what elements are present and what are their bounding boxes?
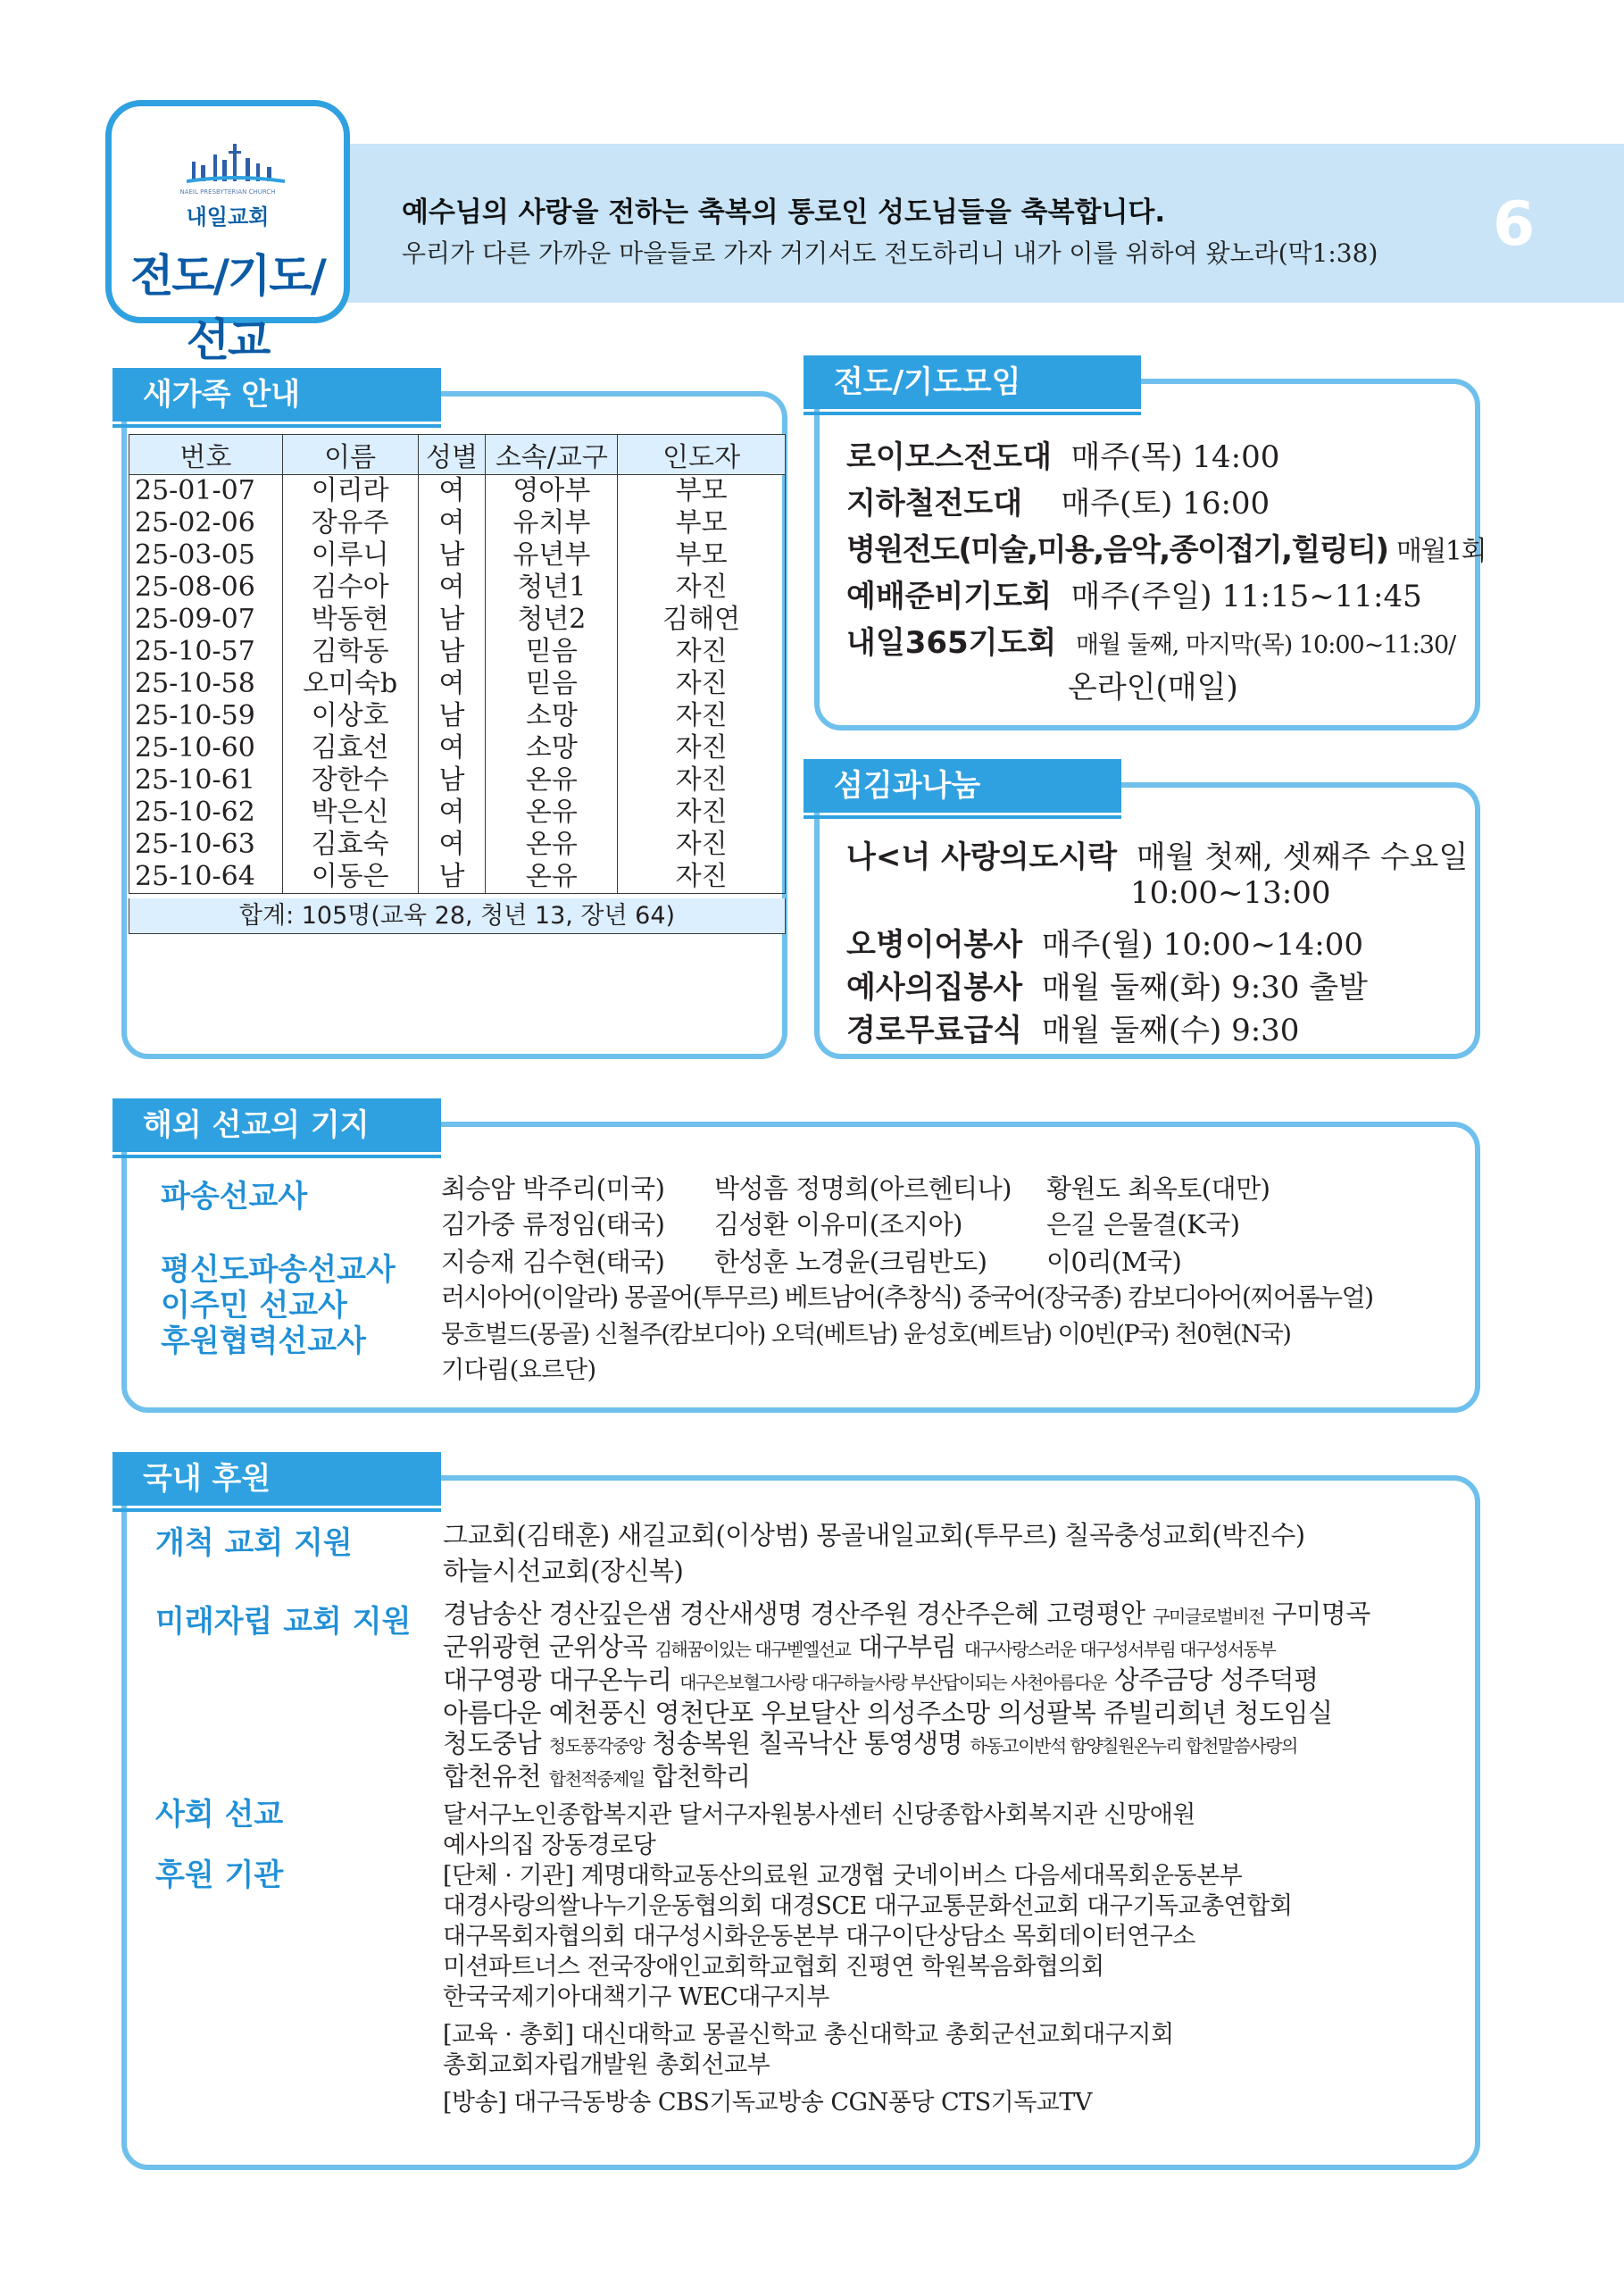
meeting-time: 매주(토) 16:00 <box>1061 486 1270 522</box>
table-cell: 김수아 <box>282 572 418 604</box>
sharing-item <box>846 963 1368 1006</box>
table-cell: 이루니 <box>282 539 418 572</box>
dispatched-label: 파송선교사 <box>161 1179 308 1215</box>
org-group <box>443 1861 1292 2013</box>
missionary-name: 은길 은물결(K국) <box>1046 1209 1240 1240</box>
table-header-row <box>129 435 786 475</box>
lay-missionary-label: 평신도파송선교사 <box>161 1252 396 1288</box>
table-row <box>129 572 786 604</box>
table-cell: 이동은 <box>282 861 418 894</box>
church-name: 구미글로벌비전 <box>1153 1606 1264 1627</box>
table-cell: 믿음 <box>486 636 618 668</box>
migrant-label: 이주민 선교사 <box>161 1288 347 1323</box>
table-cell: 장유주 <box>282 507 418 539</box>
future-label: 미래자립 교회 지원 <box>155 1604 412 1640</box>
table-cell: 자진 <box>618 572 786 604</box>
sharing-item <box>846 832 1468 876</box>
table-cell: 여 <box>418 475 486 508</box>
future-church-line <box>443 1665 1370 1698</box>
table-cell: 여 <box>418 572 486 604</box>
meeting-name: 지하철전도대 <box>846 486 1023 522</box>
org-line: 대경사랑의쌀나누기운동협의회 대경SCE 대구교통문화선교회 대구기독교총연합회 <box>443 1892 1293 1920</box>
meeting-time: 매주(주일) 11:15~11:45 <box>1070 579 1422 614</box>
table-cell: 박동현 <box>282 604 418 636</box>
table-row <box>129 861 786 894</box>
table-cell: 자진 <box>618 668 786 700</box>
table-cell: 소망 <box>486 732 618 764</box>
org-label: 후원 기관 <box>155 1857 284 1893</box>
support-label: 후원협력선교사 <box>161 1323 366 1359</box>
org-line: 총회교회자립개발원 총회선교부 <box>443 2051 770 2079</box>
table-row <box>129 507 786 539</box>
meeting-name: 로이모스전도대 <box>846 439 1052 475</box>
meeting-item <box>846 618 1455 662</box>
meeting-item <box>846 432 1279 476</box>
table-cell: 25-10-63 <box>129 829 283 861</box>
pioneer-label: 개척 교회 지원 <box>155 1525 353 1561</box>
missionary-name: 지승재 김수현(태국) <box>441 1247 665 1277</box>
logo-name: 내일교회 <box>186 205 270 230</box>
meeting-name: 예배준비기도회 <box>846 579 1052 614</box>
table-cell: 남 <box>418 604 486 636</box>
table-cell: 청년2 <box>486 604 618 636</box>
church-name: 청도풍각중앙 <box>548 1735 645 1757</box>
table-row <box>129 797 786 829</box>
org-group <box>443 2088 1292 2118</box>
table-row <box>129 700 786 732</box>
col-header: 성별 <box>418 435 486 475</box>
church-name: 대구영광 대구온누리 <box>443 1665 680 1695</box>
table-cell: 남 <box>418 764 486 797</box>
table-cell: 박은신 <box>282 797 418 829</box>
sharing-name: 나<너 사랑의도시락 <box>846 839 1118 875</box>
table-cell: 남 <box>418 700 486 732</box>
table-cell: 영아부 <box>486 475 618 508</box>
missionary-name: 황원도 최옥토(대만) <box>1046 1173 1270 1204</box>
migrant-missionaries: 러시아어(이알라) 몽골어(투무르) 베트남어(추창식) 중국어(장국종) 캄보디아어(찌어롬누얼) <box>441 1282 1373 1312</box>
table-cell: 25-10-61 <box>129 764 283 797</box>
table-cell: 부모 <box>618 507 786 539</box>
table-cell: 김해연 <box>618 604 786 636</box>
page-number: 6 <box>1493 189 1536 260</box>
org-line: 미션파트너스 전국장애인교회학교협회 진평연 학원복음화협의회 <box>443 1953 1104 1981</box>
table-cell: 유년부 <box>486 539 618 572</box>
missionary-name: 한성훈 노경윤(크림반도) <box>714 1247 987 1277</box>
church-name: 아름다운 예천풍신 영천단포 우보달산 의성주소망 의성팔복 쥬빌리희년 청도임실 <box>443 1698 1333 1728</box>
org-line: [교육 · 총회] 대신대학교 몽골신학교 총신대학교 총회군선교회대구지회 <box>443 2021 1174 2049</box>
headline: 예수님의 사랑을 전하는 축복의 통로인 성도님들을 축복합니다. <box>402 196 1166 229</box>
pioneer-churches: 하늘시선교회(장신복) <box>443 1556 684 1586</box>
table-cell: 남 <box>418 539 486 572</box>
org-line: [단체 · 기관] 계명대학교동산의료원 교갱협 굿네이버스 다음세대목회운동본부 <box>443 1862 1243 1890</box>
table-cell: 청년1 <box>486 572 618 604</box>
sharing-item <box>846 1006 1299 1049</box>
church-name: 합천유천 <box>443 1761 549 1791</box>
table-cell: 자진 <box>618 829 786 861</box>
overseas-tab: 해외 선교의 기지 <box>112 1098 441 1152</box>
table-cell: 온유 <box>486 861 618 894</box>
sharing-time: 매월 첫째, 셋째주 수요일 <box>1136 839 1469 875</box>
table-row <box>129 764 786 797</box>
section-title: 전도/기도/선교 <box>130 250 325 366</box>
meeting-item <box>846 479 1270 522</box>
logo-box <box>105 100 350 366</box>
table-cell: 김학동 <box>282 636 418 668</box>
church-name: 군위광현 군위상곡 <box>443 1632 655 1662</box>
domestic-tab: 국내 후원 <box>112 1452 441 1506</box>
sharing-tab: 섬김과나눔 <box>804 759 1121 813</box>
meeting-name: 내일365기도회 <box>846 625 1057 661</box>
table-cell: 자진 <box>618 764 786 797</box>
new-family-table <box>129 434 786 894</box>
meeting-item <box>846 572 1422 615</box>
sharing-time: 매월 둘째(화) 9:30 출발 <box>1041 970 1368 1006</box>
church-name: 하동고이반석 함양칠원온누리 합천말씀사랑의 <box>970 1735 1297 1757</box>
church-name: 합천학리 <box>644 1761 751 1791</box>
future-church-line <box>443 1632 1370 1665</box>
logo-tagline: NAEIL PRESBYTERIAN CHURCH <box>179 188 276 196</box>
org-line: [방송] 대구극동방송 CBS기독교방송 CGN퐁당 CTS기독교TV <box>443 2089 1092 2116</box>
table-cell: 자진 <box>618 700 786 732</box>
missionary-name: 김가중 류정임(태국) <box>441 1209 665 1240</box>
table-cell: 자진 <box>618 861 786 894</box>
table-cell: 25-03-05 <box>129 539 283 572</box>
prayer-meetings-tab: 전도/기도모임 <box>804 355 1141 409</box>
sharing-name: 경로무료급식 <box>846 1013 1023 1048</box>
table-cell: 25-08-06 <box>129 572 283 604</box>
table-cell: 25-02-06 <box>129 507 283 539</box>
table-cell: 이리라 <box>282 475 418 508</box>
church-name: 대구사랑스러운 대구성서부림 대구성서동부 <box>963 1639 1276 1660</box>
church-skyline-icon <box>187 142 285 187</box>
col-header: 이름 <box>282 435 418 475</box>
sharing-time: 매주(월) 10:00~14:00 <box>1041 927 1364 963</box>
support-missionaries: 뭉흐벌드(몽골) 신철주(캄보디아) 오덕(베트남) 윤성호(베트남) 이0빈(P국) 천0현(N국) <box>441 1321 1291 1348</box>
table-cell: 25-01-07 <box>129 475 283 508</box>
social-mission: 달서구노인종합복지관 달서구자원봉사센터 신당종합사회복지관 신망애원 <box>443 1801 1195 1829</box>
table-row <box>129 604 786 636</box>
meeting-time: 매월 둘째, 마지막(목) 10:00~11:30/ <box>1075 631 1456 659</box>
table-cell: 부모 <box>618 475 786 508</box>
table-cell: 오미숙b <box>282 668 418 700</box>
table-cell: 25-10-59 <box>129 700 283 732</box>
missionary-name: 김성환 이유미(조지아) <box>714 1209 962 1240</box>
meeting-item <box>846 525 1486 569</box>
sharing-name: 오병이어봉사 <box>846 927 1023 963</box>
support-organizations <box>443 1861 1292 2125</box>
table-cell: 남 <box>418 636 486 668</box>
church-name: 김해꿈이있는 대구벧엘선교 <box>654 1639 851 1660</box>
pioneer-churches: 그교회(김태훈) 새길교회(이상범) 몽골내일교회(투무르) 칠곡충성교회(박진수) <box>443 1520 1305 1550</box>
church-name: 청도중남 <box>443 1728 549 1758</box>
org-line: 대구목회자협의회 대구성시화운동본부 대구이단상담소 목회데이터연구소 <box>443 1923 1195 1950</box>
table-cell: 여 <box>418 732 486 764</box>
missionary-name: 이0리(M국) <box>1046 1247 1182 1277</box>
sharing-time: 매월 둘째(수) 9:30 <box>1041 1013 1300 1048</box>
church-name: 상주금당 성주덕평 <box>1105 1665 1319 1695</box>
table-cell: 25-10-60 <box>129 732 283 764</box>
meeting-time: 매월1회 <box>1395 536 1486 567</box>
col-header: 소속/교구 <box>486 435 618 475</box>
future-churches <box>443 1599 1370 1794</box>
table-cell: 25-10-58 <box>129 668 283 700</box>
church-name: 청송복원 칠곡낙산 통영생명 <box>644 1728 970 1758</box>
social-label: 사회 선교 <box>155 1797 284 1832</box>
meeting-name: 병원전도(미술,미용,음악,종이접기,힐링티) <box>846 532 1388 568</box>
table-cell: 25-10-62 <box>129 797 283 829</box>
sharing-time-cont: 10:00~13:00 <box>1130 875 1331 911</box>
future-church-line <box>443 1728 1370 1761</box>
bible-verse: 우리가 다른 가까운 마을들로 가자 거기서도 전도하리니 내가 이를 위하여 왔노라(막1:38) <box>402 238 1378 268</box>
table-cell: 장한수 <box>282 764 418 797</box>
table-cell: 소망 <box>486 700 618 732</box>
table-cell: 25-09-07 <box>129 604 283 636</box>
church-name: 대구은보혈그사랑 대구하늘사랑 부산답이되는 사천아름다운 <box>679 1672 1106 1693</box>
table-cell: 자진 <box>618 636 786 668</box>
new-family-tab: 새가족 안내 <box>112 368 441 422</box>
church-name: 구미명곡 <box>1263 1599 1370 1629</box>
table-cell: 25-10-57 <box>129 636 283 668</box>
table-cell: 믿음 <box>486 668 618 700</box>
new-family-total: 합계: 105명(교육 28, 청년 13, 장년 64) <box>129 898 786 934</box>
table-cell: 김효선 <box>282 732 418 764</box>
table-row <box>129 636 786 668</box>
table-cell: 여 <box>418 668 486 700</box>
table-cell: 여 <box>418 507 486 539</box>
church-name: 합천적중제일 <box>548 1768 645 1790</box>
support-missionaries: 기다림(요르단) <box>441 1357 596 1384</box>
table-row <box>129 539 786 572</box>
table-cell: 여 <box>418 797 486 829</box>
table-cell: 이상호 <box>282 700 418 732</box>
table-cell: 25-10-64 <box>129 861 283 894</box>
table-row <box>129 475 786 508</box>
sharing-item <box>846 920 1363 964</box>
org-group <box>443 2020 1292 2081</box>
future-church-line <box>443 1698 1370 1728</box>
church-name: 경남송산 경산깊은샘 경산새생명 경산주원 경산주은혜 고령평안 <box>443 1599 1153 1629</box>
sharing-name: 예사의집봉사 <box>846 970 1023 1006</box>
table-cell: 유치부 <box>486 507 618 539</box>
col-header: 번호 <box>129 435 283 475</box>
table-row <box>129 829 786 861</box>
church-name: 대구부림 <box>850 1632 964 1662</box>
table-cell: 자진 <box>618 732 786 764</box>
table-cell: 온유 <box>486 829 618 861</box>
social-mission: 예사의집 장동경로당 <box>443 1832 656 1859</box>
table-cell: 여 <box>418 829 486 861</box>
missionary-name: 최승암 박주리(미국) <box>441 1173 665 1204</box>
table-cell: 부모 <box>618 539 786 572</box>
table-cell: 남 <box>418 861 486 894</box>
col-header: 인도자 <box>618 435 786 475</box>
org-line: 한국국제기아대책기구 WEC대구지부 <box>443 1983 829 2011</box>
missionary-name: 박성흠 정명희(아르헨티나) <box>714 1173 1012 1204</box>
table-row <box>129 668 786 700</box>
meeting-time: 매주(목) 14:00 <box>1070 439 1280 475</box>
table-cell: 온유 <box>486 764 618 797</box>
meeting-time-cont: 온라인(매일) <box>1068 670 1238 705</box>
table-cell: 김효숙 <box>282 829 418 861</box>
table-row <box>129 732 786 764</box>
future-church-line <box>443 1761 1370 1794</box>
table-cell: 자진 <box>618 797 786 829</box>
table-cell: 온유 <box>486 797 618 829</box>
future-church-line <box>443 1599 1370 1632</box>
